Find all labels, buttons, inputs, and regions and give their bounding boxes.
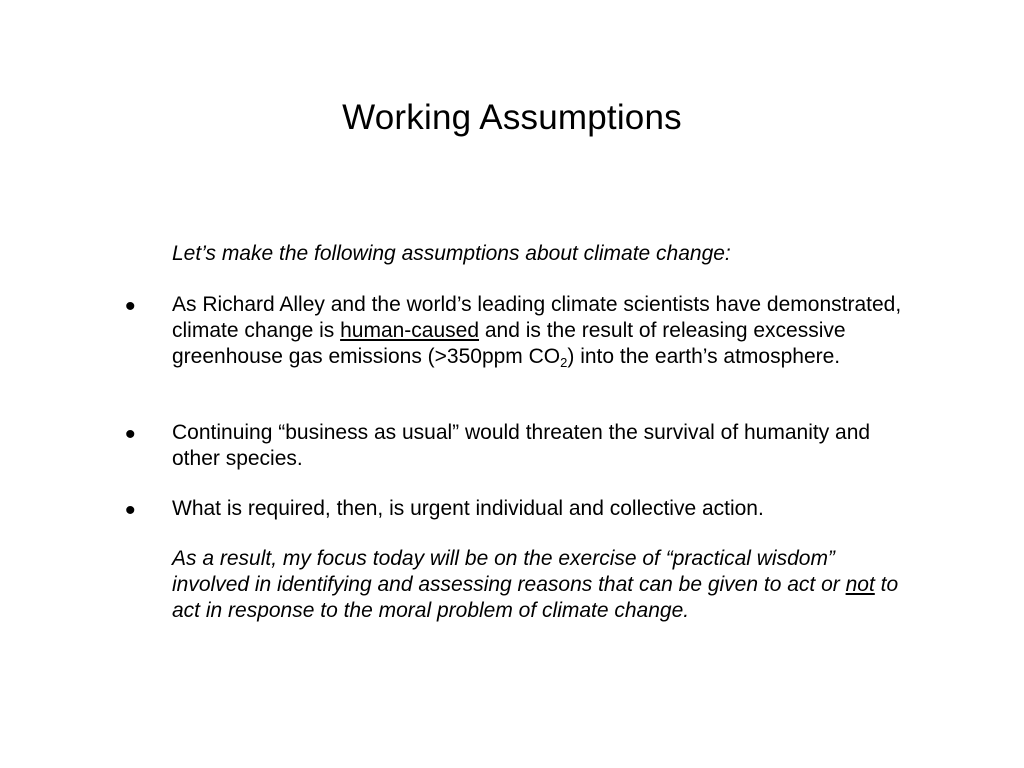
- bullet-item-business-as-usual: Continuing “business as usual” would threaten the survival of humanity and other species.: [172, 421, 871, 470]
- bullet-dot: •: [125, 494, 136, 527]
- bullet-item-human-caused: [172, 292, 912, 370]
- bullet-item-urgent-action: What is required, then, is urgent individual and collective action.: [172, 497, 764, 520]
- underlined-emphasis: not: [845, 573, 875, 596]
- co2-subscript: 2: [560, 355, 568, 370]
- bullet-dot: •: [125, 290, 136, 323]
- slide-title: Working Assumptions: [342, 98, 682, 137]
- bullet-text: As Richard Alley and the world’s leading climate scientists have demonstrated, climate change is: [172, 293, 902, 342]
- intro-text: Let’s make the following assumptions about climate change:: [172, 242, 731, 265]
- closing-text-part: As a result, my focus today will be on the exercise of “practical wisdom” involved in identifying and assessing reasons that can be given to act or: [172, 547, 846, 596]
- bullet-dot: •: [125, 418, 136, 451]
- bullet-text: ) into the earth’s atmosphere.: [567, 345, 841, 368]
- bullet-text: and is the result of releasing excessive greenhouse gas emissions (>350ppm CO: [172, 319, 846, 368]
- underlined-emphasis: human-caused: [340, 319, 480, 342]
- closing-text-part: to act in response to the moral problem of climate change.: [172, 573, 899, 622]
- closing-text: [172, 546, 912, 624]
